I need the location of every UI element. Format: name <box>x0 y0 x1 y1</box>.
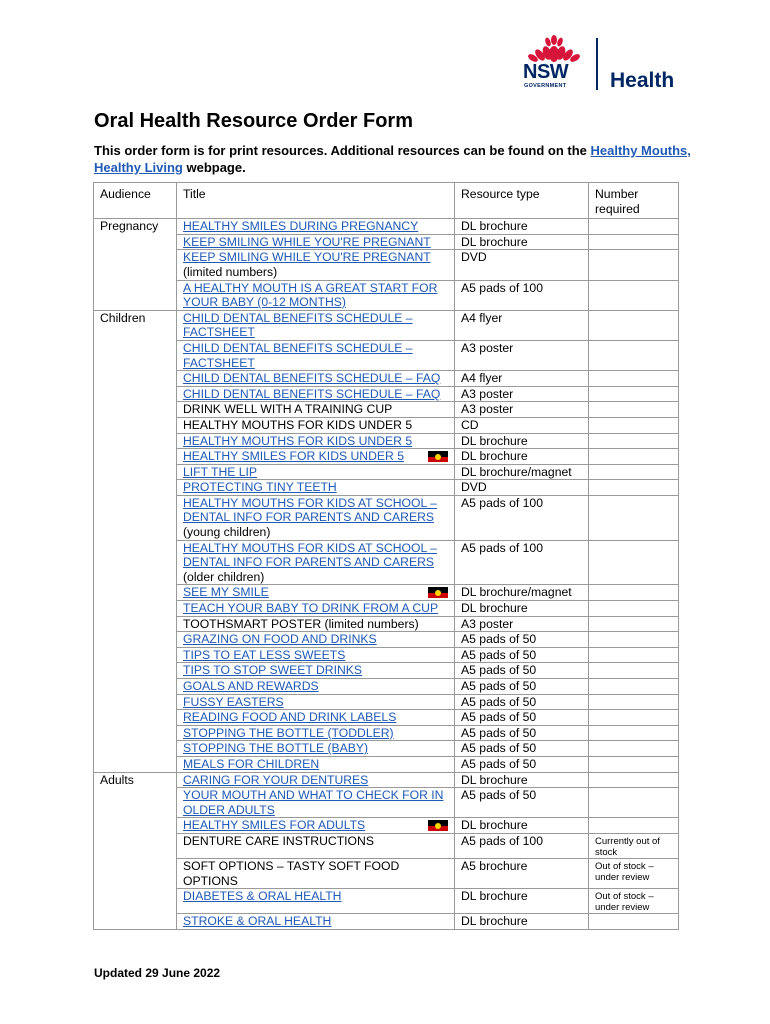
resource-type-cell: DL brochure/magnet <box>455 464 589 480</box>
title-cell <box>177 464 455 480</box>
resource-link[interactable]: KEEP SMILING WHILE YOU'RE PREGNANT <box>183 234 431 249</box>
table-row <box>94 647 679 663</box>
title-cell <box>177 234 455 250</box>
title-cell <box>177 858 455 888</box>
table-row <box>94 371 679 387</box>
title-cell <box>177 663 455 679</box>
title-cell <box>177 402 455 418</box>
audience-cell <box>94 402 177 418</box>
resource-title-text: HEALTHY MOUTHS FOR KIDS UNDER 5 <box>183 417 413 432</box>
nsw-health-logo <box>520 32 680 94</box>
number-required-cell[interactable] <box>589 371 679 387</box>
resource-type-cell: A3 poster <box>455 402 589 418</box>
audience-cell: Children <box>94 310 177 340</box>
number-required-cell[interactable] <box>589 710 679 726</box>
audience-cell <box>94 833 177 858</box>
number-required-cell[interactable]: Currently out of stock <box>589 833 679 858</box>
audience-cell: Adults <box>94 772 177 788</box>
resource-link[interactable]: HEALTHY MOUTHS FOR KIDS AT SCHOOL – DENTAL INFO FOR PARENTS AND CARERS <box>183 540 437 570</box>
resource-type-cell: A5 pads of 50 <box>455 632 589 648</box>
resource-link[interactable]: CHILD DENTAL BENEFITS SCHEDULE – FACTSHEET <box>183 310 413 340</box>
intro-text-after: webpage. <box>182 160 246 175</box>
resource-type-cell: DL brochure <box>455 234 589 250</box>
title-cell <box>177 647 455 663</box>
header-title: Title <box>177 183 455 219</box>
updated-date: Updated 29 June 2022 <box>94 966 221 980</box>
number-required-cell[interactable] <box>589 495 679 540</box>
title-cell <box>177 417 455 433</box>
table-row <box>94 234 679 250</box>
resource-link[interactable]: TIPS TO EAT LESS SWEETS <box>183 647 346 662</box>
resource-type-cell: A5 pads of 50 <box>455 741 589 757</box>
resource-type-cell: A5 pads of 50 <box>455 679 589 695</box>
title-cell <box>177 601 455 617</box>
number-required-cell[interactable] <box>589 340 679 370</box>
resource-type-cell: A5 pads of 100 <box>455 280 589 310</box>
resource-link[interactable]: TIPS TO STOP SWEET DRINKS <box>183 663 363 678</box>
table-row <box>94 250 679 280</box>
table-row <box>94 632 679 648</box>
table-row <box>94 694 679 710</box>
title-cell <box>177 756 455 772</box>
number-required-cell[interactable] <box>589 250 679 280</box>
aboriginal-flag-icon <box>428 820 448 831</box>
table-row <box>94 340 679 370</box>
number-required-cell[interactable] <box>589 540 679 585</box>
resource-type-cell: A3 poster <box>455 616 589 632</box>
title-cell <box>177 540 455 585</box>
audience-cell <box>94 585 177 601</box>
number-required-cell[interactable] <box>589 756 679 772</box>
audience-cell <box>94 663 177 679</box>
title-cell <box>177 480 455 496</box>
title-cell <box>177 710 455 726</box>
resource-title-text: DENTURE CARE INSTRUCTIONS <box>183 833 374 848</box>
table-row <box>94 679 679 695</box>
resource-title-text: (older children) <box>183 569 265 584</box>
audience-cell <box>94 818 177 834</box>
resource-link[interactable]: CHILD DENTAL BENEFITS SCHEDULE – FAQ <box>183 371 441 386</box>
resource-type-cell: A5 pads of 50 <box>455 756 589 772</box>
resource-title-text: DRINK WELL WITH A TRAINING CUP <box>183 402 393 417</box>
audience-cell <box>94 788 177 818</box>
resource-link[interactable]: READING FOOD AND DRINK LABELS <box>183 710 397 725</box>
title-cell <box>177 433 455 449</box>
resource-type-cell: A4 flyer <box>455 371 589 387</box>
number-required-cell[interactable] <box>589 585 679 601</box>
number-required-cell[interactable] <box>589 663 679 679</box>
audience-cell <box>94 540 177 585</box>
resource-link[interactable]: SEE MY SMILE <box>183 585 269 600</box>
resource-type-cell: A5 pads of 100 <box>455 833 589 858</box>
waratah-icon <box>522 32 586 64</box>
table-row <box>94 772 679 788</box>
resource-link[interactable]: HEALTHY MOUTHS FOR KIDS AT SCHOOL – DENTAL INFO FOR PARENTS AND CARERS <box>183 495 437 525</box>
resource-type-cell: DL brochure <box>455 601 589 617</box>
intro-text-before: This order form is for print resources. Additional resources can be found on the <box>94 143 591 158</box>
resource-type-cell: DL brochure <box>455 772 589 788</box>
resource-link[interactable]: CHILD DENTAL BENEFITS SCHEDULE – FAQ <box>183 386 441 401</box>
number-required-cell[interactable]: Out of stock – under review <box>589 858 679 888</box>
title-cell <box>177 788 455 818</box>
title-cell <box>177 371 455 387</box>
title-cell <box>177 725 455 741</box>
order-table <box>93 182 679 930</box>
title-cell <box>177 449 455 465</box>
table-row <box>94 449 679 465</box>
resource-type-cell: DL brochure <box>455 818 589 834</box>
resource-link[interactable]: A HEALTHY MOUTH IS A GREAT START FOR YOUR BABY (0-12 MONTHS) <box>183 280 438 310</box>
table-row <box>94 788 679 818</box>
resource-link[interactable]: HEALTHY SMILES DURING PREGNANCY <box>183 219 419 234</box>
title-cell <box>177 679 455 695</box>
resource-link[interactable]: STROKE & ORAL HEALTH <box>183 914 332 929</box>
audience-cell <box>94 616 177 632</box>
number-required-cell[interactable] <box>589 694 679 710</box>
resource-link[interactable]: CARING FOR YOUR DENTURES <box>183 772 369 787</box>
number-required-cell[interactable] <box>589 647 679 663</box>
title-cell <box>177 310 455 340</box>
audience-cell <box>94 679 177 695</box>
title-cell <box>177 495 455 540</box>
audience-cell <box>94 710 177 726</box>
resource-type-cell: DL brochure <box>455 449 589 465</box>
title-cell <box>177 585 455 601</box>
resource-link[interactable]: TEACH YOUR BABY TO DRINK FROM A CUP <box>183 601 439 616</box>
title-cell <box>177 889 455 914</box>
resource-type-cell: A3 poster <box>455 386 589 402</box>
resource-type-cell: DL brochure <box>455 889 589 914</box>
number-required-cell[interactable] <box>589 402 679 418</box>
number-required-cell[interactable] <box>589 818 679 834</box>
table-row <box>94 386 679 402</box>
order-table-body <box>94 219 679 930</box>
resource-type-cell: A5 pads of 100 <box>455 540 589 585</box>
resource-link[interactable]: HEALTHY SMILES FOR ADULTS <box>183 818 366 833</box>
table-row <box>94 833 679 858</box>
audience-cell <box>94 858 177 888</box>
resource-link[interactable]: PROTECTING TINY TEETH <box>183 480 337 495</box>
audience-cell <box>94 234 177 250</box>
table-row <box>94 219 679 235</box>
audience-cell <box>94 250 177 280</box>
title-cell <box>177 219 455 235</box>
resource-type-cell: A5 pads of 50 <box>455 647 589 663</box>
number-required-cell[interactable] <box>589 449 679 465</box>
audience-cell <box>94 694 177 710</box>
logo-health-text: Health <box>610 69 675 92</box>
resource-type-cell: A3 poster <box>455 340 589 370</box>
resource-title-text: (limited numbers) <box>183 264 278 279</box>
audience-cell <box>94 741 177 757</box>
resource-link[interactable]: FUSSY EASTERS <box>183 694 284 709</box>
number-required-cell[interactable] <box>589 386 679 402</box>
resource-type-cell: DVD <box>455 480 589 496</box>
number-required-cell[interactable] <box>589 480 679 496</box>
audience-cell <box>94 449 177 465</box>
resource-link[interactable]: MEALS FOR CHILDREN <box>183 756 320 771</box>
table-row <box>94 889 679 914</box>
number-required-cell[interactable] <box>589 601 679 617</box>
audience-cell <box>94 280 177 310</box>
title-cell <box>177 386 455 402</box>
number-required-cell[interactable] <box>589 772 679 788</box>
resource-link[interactable]: KEEP SMILING WHILE YOU'RE PREGNANT <box>183 250 431 265</box>
audience-cell <box>94 756 177 772</box>
title-cell <box>177 632 455 648</box>
page-title: Oral Health Resource Order Form <box>94 110 413 132</box>
header-number-required: Number required <box>589 183 679 219</box>
resource-type-cell: A5 pads of 100 <box>455 495 589 540</box>
audience-cell <box>94 601 177 617</box>
number-required-cell[interactable] <box>589 725 679 741</box>
healthy-mouths-link[interactable]: Healthy Mouths, Healthy Living <box>94 143 691 175</box>
resource-link[interactable]: LIFT THE LIP <box>183 464 258 479</box>
resource-link[interactable]: CHILD DENTAL BENEFITS SCHEDULE – FACTSHEET <box>183 340 413 370</box>
table-row <box>94 540 679 585</box>
table-row <box>94 663 679 679</box>
title-cell <box>177 741 455 757</box>
audience-cell <box>94 495 177 540</box>
resource-type-cell: A5 pads of 50 <box>455 788 589 818</box>
table-row <box>94 433 679 449</box>
table-row <box>94 495 679 540</box>
resource-type-cell: A5 pads of 50 <box>455 663 589 679</box>
resource-type-cell: A5 brochure <box>455 858 589 888</box>
number-required-cell[interactable] <box>589 632 679 648</box>
resource-type-cell: A5 pads of 50 <box>455 694 589 710</box>
number-required-cell[interactable] <box>589 310 679 340</box>
resource-type-cell: DL brochure <box>455 219 589 235</box>
table-row <box>94 601 679 617</box>
number-required-cell[interactable] <box>589 679 679 695</box>
resource-link[interactable]: GRAZING ON FOOD AND DRINKS <box>183 632 377 647</box>
number-required-cell[interactable] <box>589 616 679 632</box>
table-row <box>94 464 679 480</box>
audience-cell <box>94 647 177 663</box>
resource-title-text: SOFT OPTIONS – TASTY SOFT FOOD OPTIONS <box>183 858 400 888</box>
title-cell <box>177 340 455 370</box>
audience-cell <box>94 433 177 449</box>
table-row <box>94 402 679 418</box>
audience-cell <box>94 889 177 914</box>
audience-cell <box>94 464 177 480</box>
title-cell <box>177 250 455 280</box>
resource-type-cell: A5 pads of 50 <box>455 725 589 741</box>
table-row <box>94 914 679 930</box>
number-required-cell[interactable]: Out of stock – under review <box>589 889 679 914</box>
table-row <box>94 710 679 726</box>
title-cell <box>177 280 455 310</box>
table-row <box>94 756 679 772</box>
resource-type-cell: A5 pads of 50 <box>455 710 589 726</box>
title-cell <box>177 818 455 834</box>
audience-cell: Pregnancy <box>94 219 177 235</box>
resource-link[interactable]: HEALTHY MOUTHS FOR KIDS UNDER 5 <box>183 433 413 448</box>
resource-link[interactable]: GOALS AND REWARDS <box>183 679 319 693</box>
resource-type-cell: DL brochure <box>455 433 589 449</box>
logo-nsw-text: NSW <box>523 61 569 83</box>
number-required-cell[interactable] <box>589 234 679 250</box>
resource-title-text: (young children) <box>183 525 271 540</box>
aboriginal-flag-icon <box>428 587 448 598</box>
resource-link[interactable]: STOPPING THE BOTTLE (BABY) <box>183 741 369 756</box>
title-cell <box>177 914 455 930</box>
table-row <box>94 417 679 433</box>
audience-cell <box>94 632 177 648</box>
audience-cell <box>94 725 177 741</box>
table-row <box>94 480 679 496</box>
header-audience: Audience <box>94 183 177 219</box>
title-cell <box>177 616 455 632</box>
table-row <box>94 741 679 757</box>
title-cell <box>177 833 455 858</box>
number-required-cell[interactable] <box>589 464 679 480</box>
table-row <box>94 310 679 340</box>
number-required-cell[interactable] <box>589 433 679 449</box>
number-required-cell[interactable] <box>589 219 679 235</box>
number-required-cell[interactable] <box>589 280 679 310</box>
table-row <box>94 818 679 834</box>
resource-link[interactable]: YOUR MOUTH AND WHAT TO CHECK FOR IN OLDER ADULTS <box>183 788 444 817</box>
table-header-row <box>94 183 679 219</box>
header-resource-type: Resource type <box>455 183 589 219</box>
table-row <box>94 585 679 601</box>
table-row <box>94 725 679 741</box>
audience-cell <box>94 914 177 930</box>
table-row <box>94 280 679 310</box>
resource-type-cell: DL brochure/magnet <box>455 585 589 601</box>
resource-link[interactable]: DIABETES & ORAL HEALTH <box>183 889 342 904</box>
audience-cell <box>94 480 177 496</box>
resource-link[interactable]: STOPPING THE BOTTLE (TODDLER) <box>183 725 394 740</box>
audience-cell <box>94 417 177 433</box>
resource-link[interactable]: HEALTHY SMILES FOR KIDS UNDER 5 <box>183 449 405 464</box>
number-required-cell[interactable] <box>589 788 679 818</box>
audience-cell <box>94 371 177 387</box>
resource-type-cell: DL brochure <box>455 914 589 930</box>
logo-divider <box>596 38 598 90</box>
resource-type-cell: A4 flyer <box>455 310 589 340</box>
number-required-cell[interactable] <box>589 741 679 757</box>
audience-cell <box>94 386 177 402</box>
number-required-cell[interactable] <box>589 914 679 930</box>
title-cell <box>177 694 455 710</box>
resource-type-cell: DVD <box>455 250 589 280</box>
logo-government-text: GOVERNMENT <box>524 83 567 89</box>
number-required-cell[interactable] <box>589 417 679 433</box>
resource-title-text: TOOTHSMART POSTER (limited numbers) <box>183 616 419 631</box>
intro-text <box>94 142 694 176</box>
audience-cell <box>94 340 177 370</box>
aboriginal-flag-icon <box>428 451 448 462</box>
table-row <box>94 858 679 888</box>
resource-type-cell: CD <box>455 417 589 433</box>
table-row <box>94 616 679 632</box>
title-cell <box>177 772 455 788</box>
